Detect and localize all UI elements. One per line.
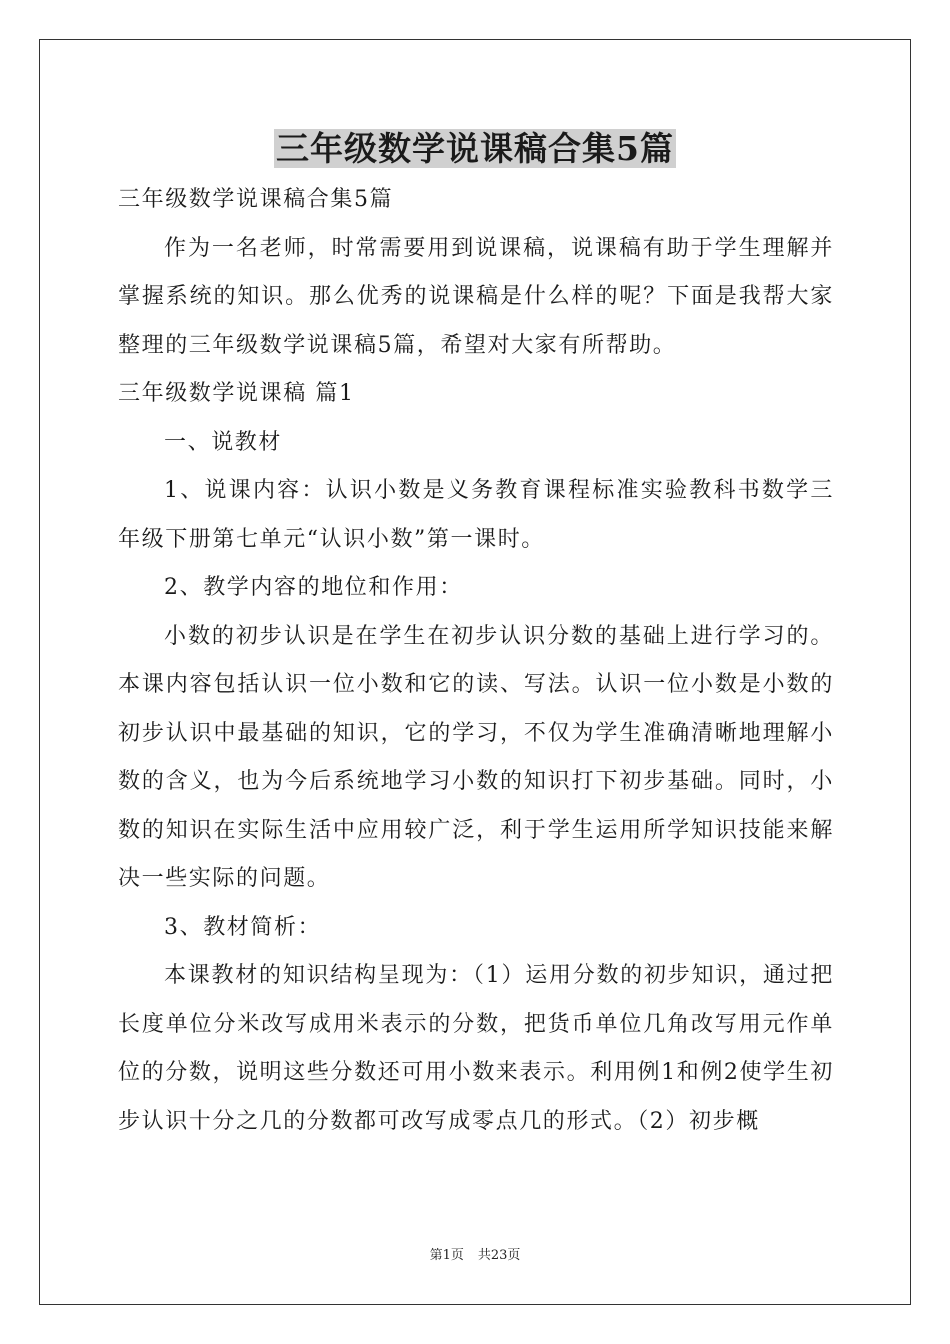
page-total: 共23页 xyxy=(477,1248,521,1263)
paragraph: 小数的初步认识是在学生在初步认识分数的基础上进行学习的。本课内容包括认识一位小数和它的读、写法。认识一位小数是小数的初步认识中最基础的知识，它的学习，不仅为学生准确清晰地理解小数的含义，也为今后系统地学习小数的知识打下初步基础。同时，小数的知识在实际生活中应用较广泛，利于学生运用所学知识技能来解决一些实际的问题。 xyxy=(118,623,834,891)
page-number: 第1页 xyxy=(429,1248,464,1263)
paragraph: 一、说教材 xyxy=(164,429,283,455)
paragraph: 作为一名老师，时常需要用到说课稿，说课稿有助于学生理解并掌握系统的知识。那么优秀的说课稿是什么样的呢？下面是我帮大家整理的三年级数学说课稿5篇，希望对大家有所帮助。 xyxy=(118,235,834,358)
paragraph: 本课教材的知识结构呈现为：（1）运用分数的初步知识，通过把长度单位分米改写成用米表示的分数，把货币单位几角改写用元作单位的分数，说明这些分数还可用小数来表示。利用例1和例2使学生初步认识十分之几的分数都可改写成零点几的形式。（2）初步概 xyxy=(118,963,834,1134)
document-body xyxy=(118,176,834,1146)
document-title-text: 三年级数学说课稿合集5篇 xyxy=(276,129,674,168)
paragraph: 三年级数学说课稿合集5篇 xyxy=(118,187,394,212)
section-heading: 三年级数学说课稿 篇1 xyxy=(118,381,355,406)
page-footer xyxy=(0,1244,950,1263)
paragraph: 3、教材简析： xyxy=(164,914,322,940)
paragraph: 1、说课内容：认识小数是义务教育课程标准实验教科书数学三年级下册第七单元“认识小数”第一课时。 xyxy=(118,478,834,552)
document-title xyxy=(0,127,950,171)
paragraph: 2、教学内容的地位和作用： xyxy=(164,575,463,600)
